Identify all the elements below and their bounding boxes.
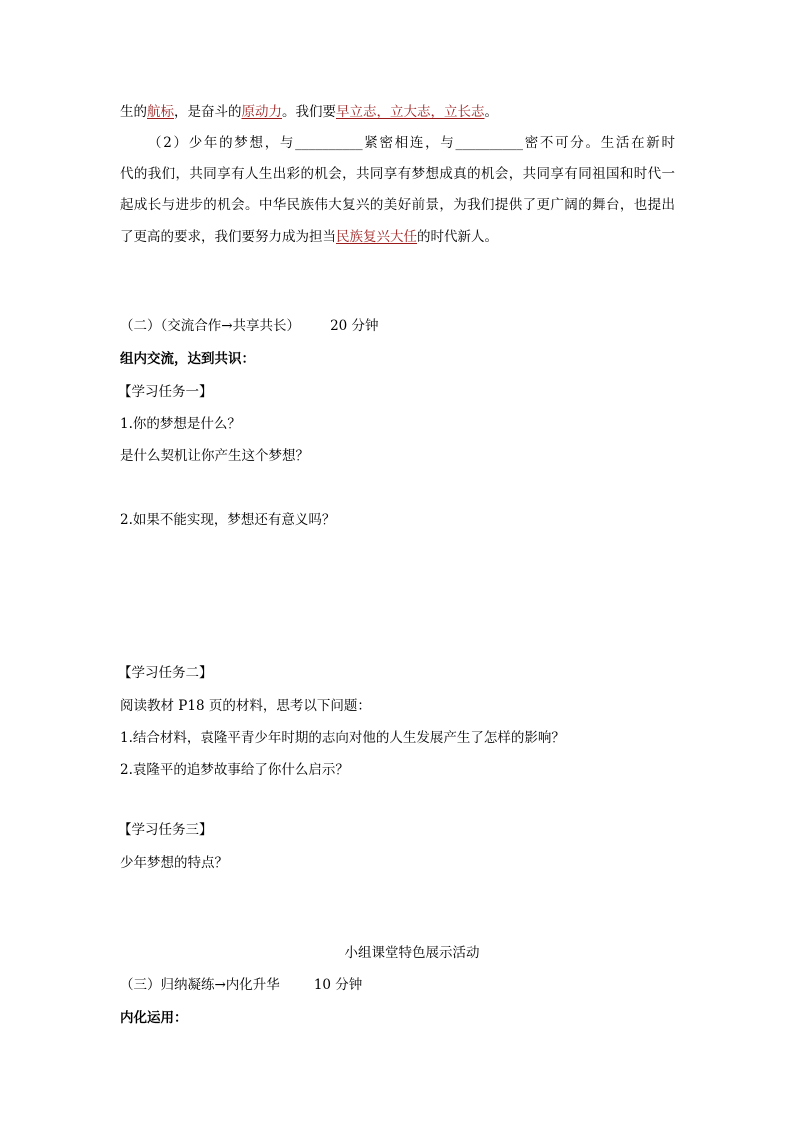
text-segment: 。: [484, 104, 498, 120]
paragraph-line-1: [120, 102, 498, 122]
text-segment: 。我们要: [282, 104, 336, 120]
section-heading-title: （二）（交流合作→共享共长）: [120, 318, 301, 334]
text-segment: 了更高的要求，我们要努力成为担当: [120, 229, 336, 245]
activity-title: 小组课堂特色展示活动: [344, 945, 480, 961]
text-segment: 的时代新人。: [417, 229, 498, 245]
task2-intro: 阅读教材 P18 页的材料，思考以下问题：: [120, 698, 371, 714]
paragraph-line-3: 代的我们，共同享有人生出彩的机会，共同享有梦想成真的机会，共同享有同祖国和时代一: [120, 166, 675, 182]
keyword-highlight: 民族复兴大任: [336, 229, 417, 245]
task2-question-1: 1.结合材料，袁隆平青少年时期的志向对他的人生发展产生了怎样的影响？: [120, 730, 565, 746]
task1-question-1b: 是什么契机让你产生这个梦想？: [120, 448, 309, 464]
keyword-highlight: 航标: [147, 104, 174, 120]
keyword-highlight: 早立志，立大志，立长志: [336, 104, 485, 120]
task1-question-1: 1.你的梦想是什么？: [120, 416, 241, 432]
keyword-highlight: 原动力: [241, 104, 282, 120]
text-segment: 生的: [120, 104, 147, 120]
task-title-1: 【学习任务一】: [118, 384, 213, 400]
task2-question-2: 2.袁隆平的追梦故事给了你什么启示？: [120, 762, 349, 778]
paragraph-line-5: [120, 227, 498, 247]
task3-question-1: 少年梦想的特点？: [120, 855, 228, 871]
section-heading-2: [120, 316, 379, 336]
task1-question-2: 2.如果不能实现，梦想还有意义吗？: [120, 512, 336, 528]
task-title-2: 【学习任务二】: [118, 665, 213, 681]
section-heading-title: （三）归纳凝练→内化升华: [120, 977, 280, 993]
paragraph-line-2: （2）少年的梦想，与__________紧密相连，与__________密不可分。生活在新时: [148, 135, 675, 151]
section-subheading: 组内交流，达到共识：: [120, 351, 255, 367]
task-title-3: 【学习任务三】: [118, 822, 213, 838]
section-subheading: 内化运用：: [120, 1010, 188, 1026]
text-segment: ，是奋斗的: [174, 104, 242, 120]
paragraph-line-4: 起成长与进步的机会。中华民族伟大复兴的美好前景，为我们提供了更广阔的舞台，也提出: [120, 197, 675, 213]
section-duration: 20 分钟: [330, 318, 379, 334]
section-duration: 10 分钟: [313, 977, 363, 993]
section-heading-3: [120, 975, 362, 995]
